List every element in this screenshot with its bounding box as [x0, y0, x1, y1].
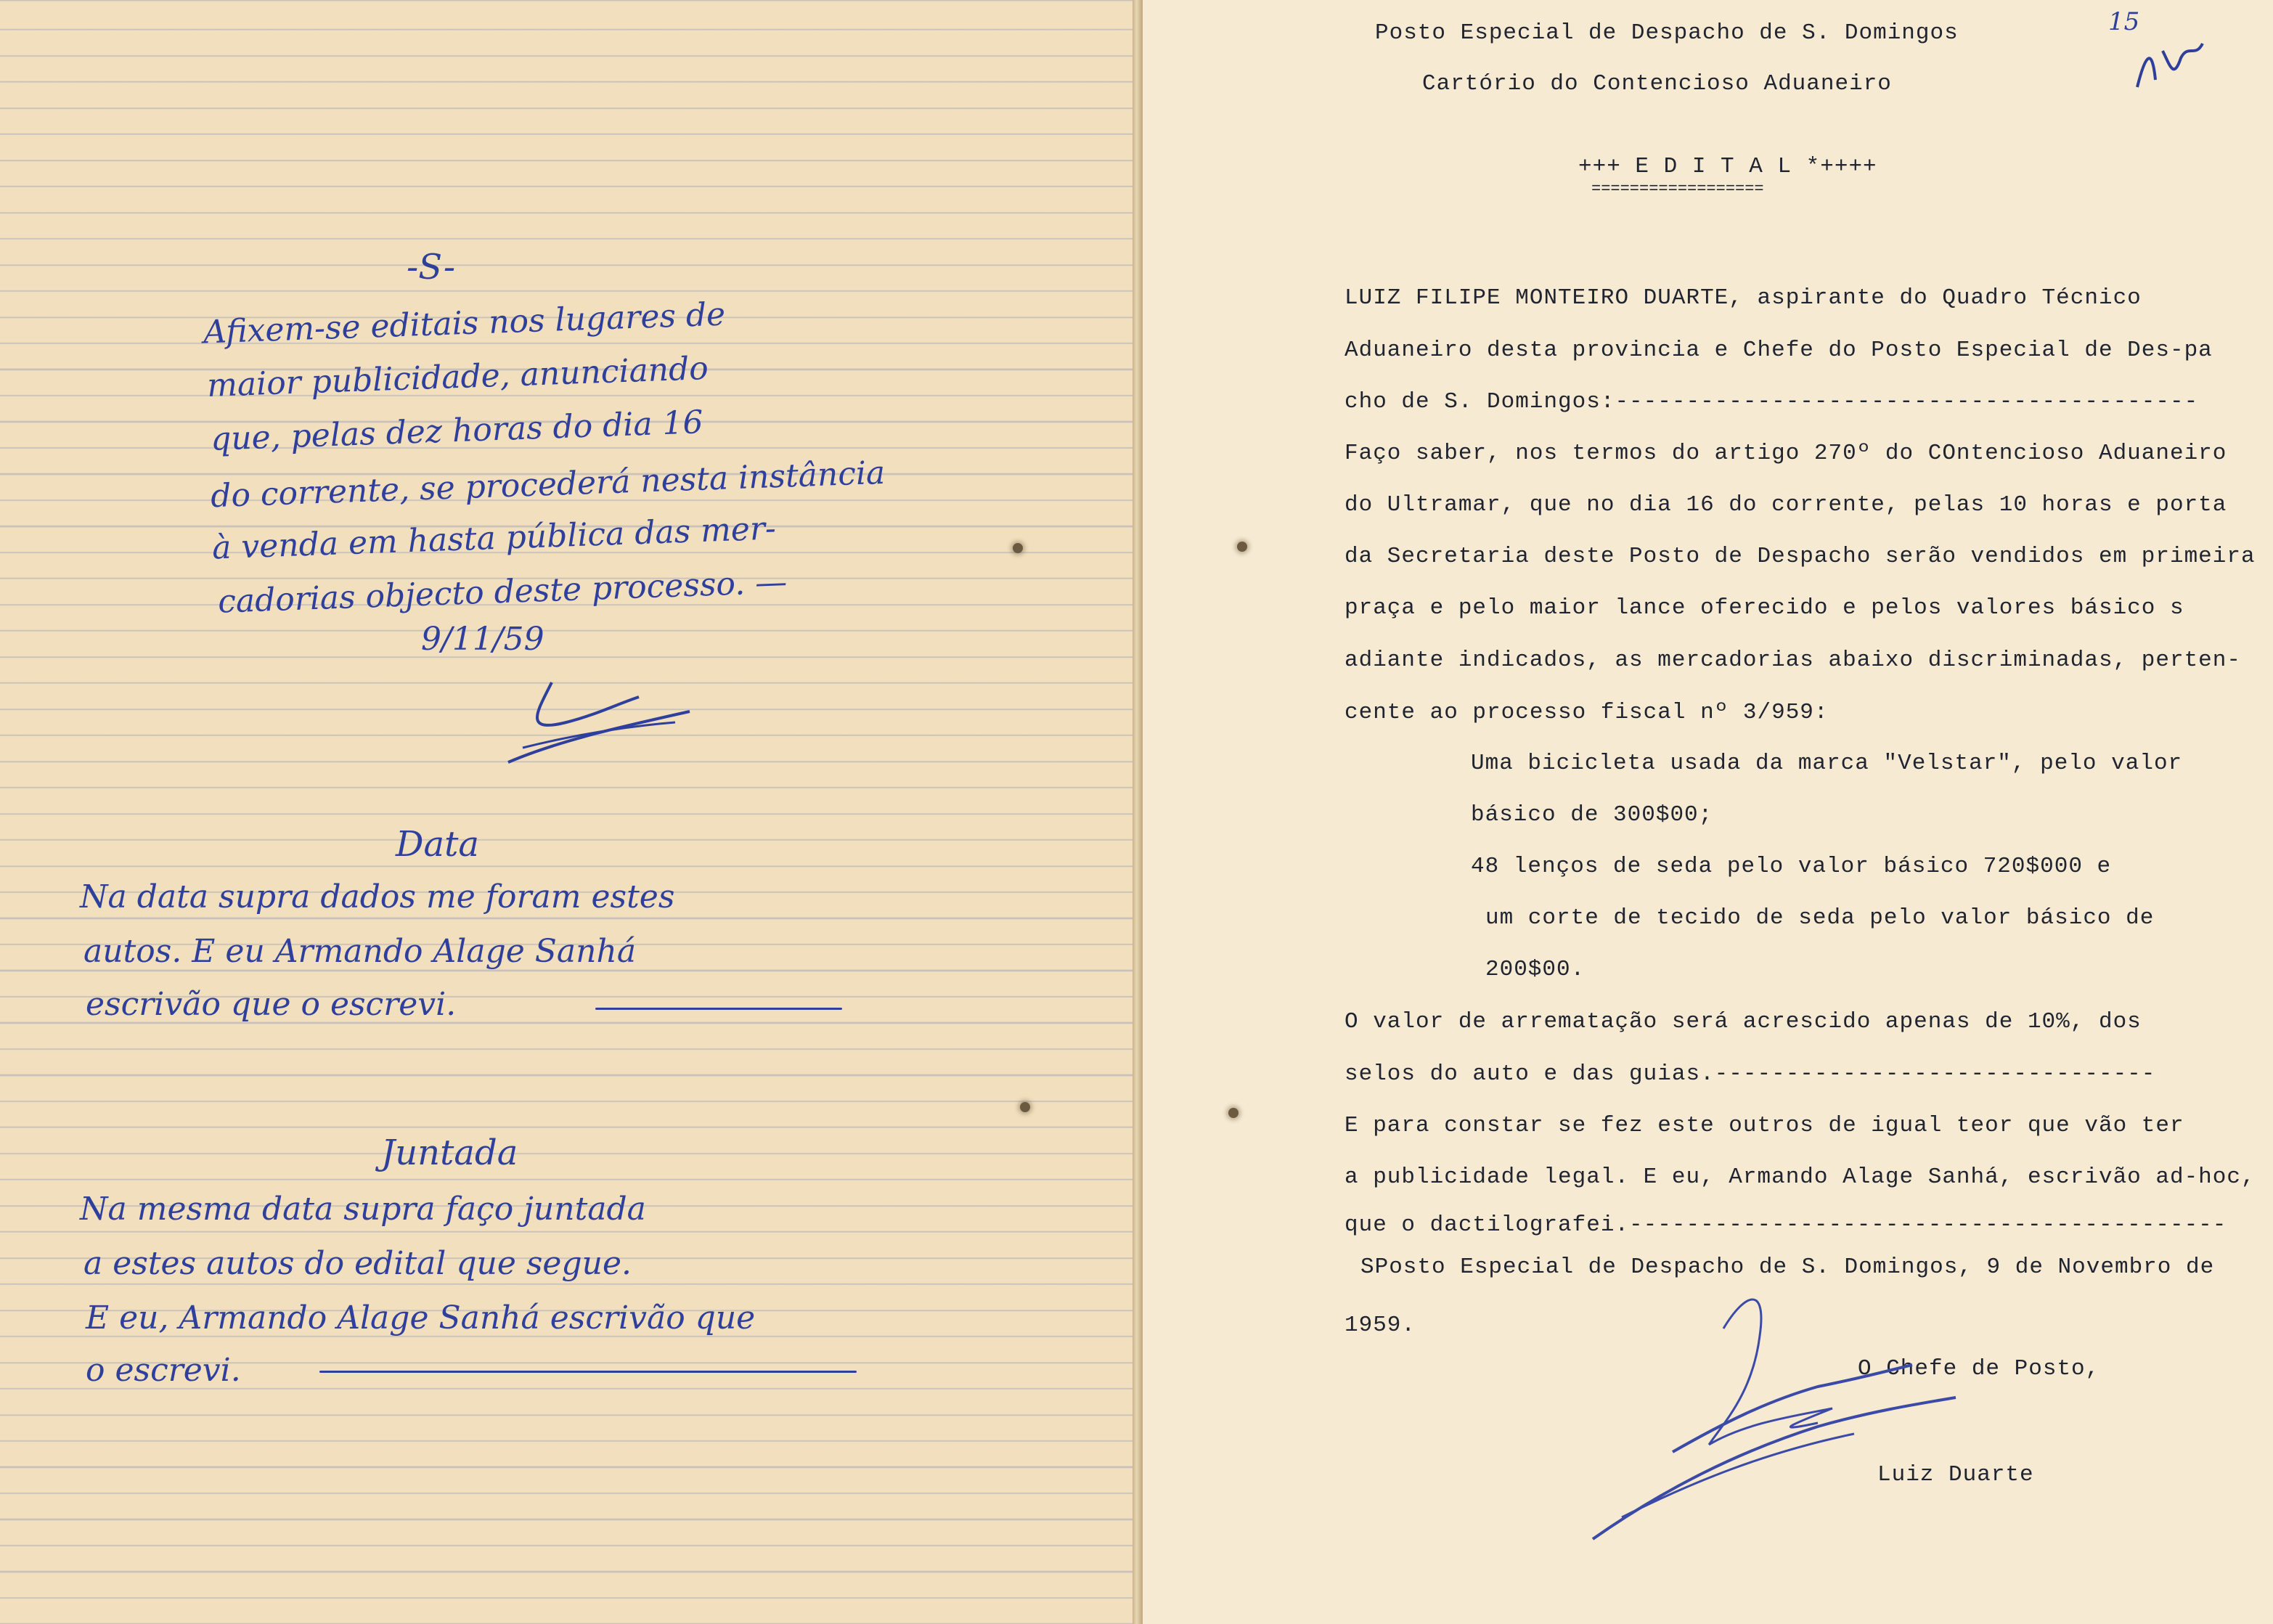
item-line: um corte de tecido de seda pelo valor básico de: [1485, 905, 2155, 931]
book-spine: [1133, 0, 1143, 1624]
despacho-signature: [494, 653, 697, 773]
data-line: escrivão que o escrevi.: [86, 986, 457, 1023]
data-fill-line: [595, 1008, 842, 1010]
closing-line: 1959.: [1344, 1313, 1416, 1338]
punch-hole: [1020, 1102, 1030, 1112]
punch-hole: [1237, 542, 1247, 552]
closing-line: selos do auto e das guias.-------------------------------: [1344, 1061, 2156, 1087]
chief-signature: [1578, 1278, 1970, 1557]
body-line: Faço saber, nos termos do artigo 270º do COntencioso Aduaneiro: [1344, 441, 2227, 466]
edital-title: +++ E D I T A L *++++: [1578, 154, 1877, 179]
item-line: 200$00.: [1485, 957, 1586, 982]
juntada-line: a estes autos do edital que segue.: [83, 1245, 632, 1282]
juntada-fill-line: [319, 1371, 857, 1373]
despacho-line: à venda em hasta pública das mer-: [211, 510, 777, 567]
page-number-mark: 15: [2108, 7, 2140, 36]
juntada-line: E eu, Armando Alage Sanhá escrivão que: [86, 1299, 756, 1337]
despacho-line: do corrente, se procederá nesta instância: [210, 454, 886, 515]
body-line: Aduaneiro desta provincia e Chefe do Posto Especial de Des-pa: [1344, 338, 2213, 363]
closing-line: SPosto Especial de Despacho de S. Domingos, 9 de Novembro de: [1360, 1254, 2215, 1280]
body-line: praça e pelo maior lance oferecido e pelos valores básico s: [1344, 595, 2184, 621]
closing-line: O valor de arrematação será acrescido apenas de 10%, dos: [1344, 1009, 2142, 1035]
page-letter: -S-: [407, 247, 456, 287]
despacho-line: maior publicidade, anunciando: [206, 349, 709, 405]
body-line: do Ultramar, que no dia 16 do corrente, pelas 10 horas e porta: [1344, 492, 2227, 518]
body-line: da Secretaria deste Posto de Despacho serão vendidos em primeira: [1344, 544, 2256, 569]
body-line: cho de S. Domingos:-----------------------------------------: [1344, 389, 2199, 415]
juntada-title: Juntada: [381, 1133, 518, 1173]
right-page: [1143, 0, 2273, 1624]
despacho-date: 9/11/59: [421, 621, 544, 658]
data-line: Na data supra dados me foram estes: [80, 878, 675, 915]
data-line: autos. E eu Armando Alage Sanhá: [83, 933, 637, 970]
header-office: Posto Especial de Despacho de S. Domingos: [1375, 20, 1959, 46]
despacho-line: cadorias objecto deste processo. —: [217, 563, 788, 621]
left-page: [0, 0, 1133, 1624]
body-line: LUIZ FILIPE MONTEIRO DUARTE, aspirante do Quadro Técnico: [1344, 285, 2142, 311]
signature-title: O Chefe de Posto,: [1858, 1356, 2100, 1382]
item-line: básico de 300$00;: [1471, 802, 1713, 828]
despacho-line: que, pelas dez horas do dia 16: [210, 404, 704, 458]
edital-underline: ==================: [1591, 180, 1764, 198]
closing-line: E para constar se fez este outros de igual teor que vão ter: [1344, 1113, 2184, 1138]
closing-line: que o dactilografei.------------------------------------------: [1344, 1212, 2227, 1238]
juntada-line: Na mesma data supra faço juntada: [80, 1191, 646, 1228]
punch-hole: [1013, 543, 1023, 553]
signature-name: Luiz Duarte: [1877, 1462, 2034, 1488]
item-line: 48 lenços de seda pelo valor básico 720$000 e: [1471, 854, 2112, 879]
juntada-line: o escrevi.: [86, 1352, 241, 1389]
body-line: adiante indicados, as mercadorias abaixo discriminadas, perten-: [1344, 648, 2241, 673]
header-cartorio: Cartório do Contencioso Aduaneiro: [1422, 71, 1892, 97]
page-initials: [2130, 29, 2210, 105]
punch-hole: [1228, 1108, 1238, 1118]
despacho-line: Afixem-se editais nos lugares de: [203, 295, 726, 351]
closing-line: a publicidade legal. E eu, Armando Alage Sanhá, escrivão ad-hoc,: [1344, 1164, 2256, 1190]
item-line: Uma bicicleta usada da marca "Velstar", pelo valor: [1471, 751, 2183, 776]
body-line: cente ao processo fiscal nº 3/959:: [1344, 700, 1829, 725]
data-title: Data: [396, 824, 480, 865]
